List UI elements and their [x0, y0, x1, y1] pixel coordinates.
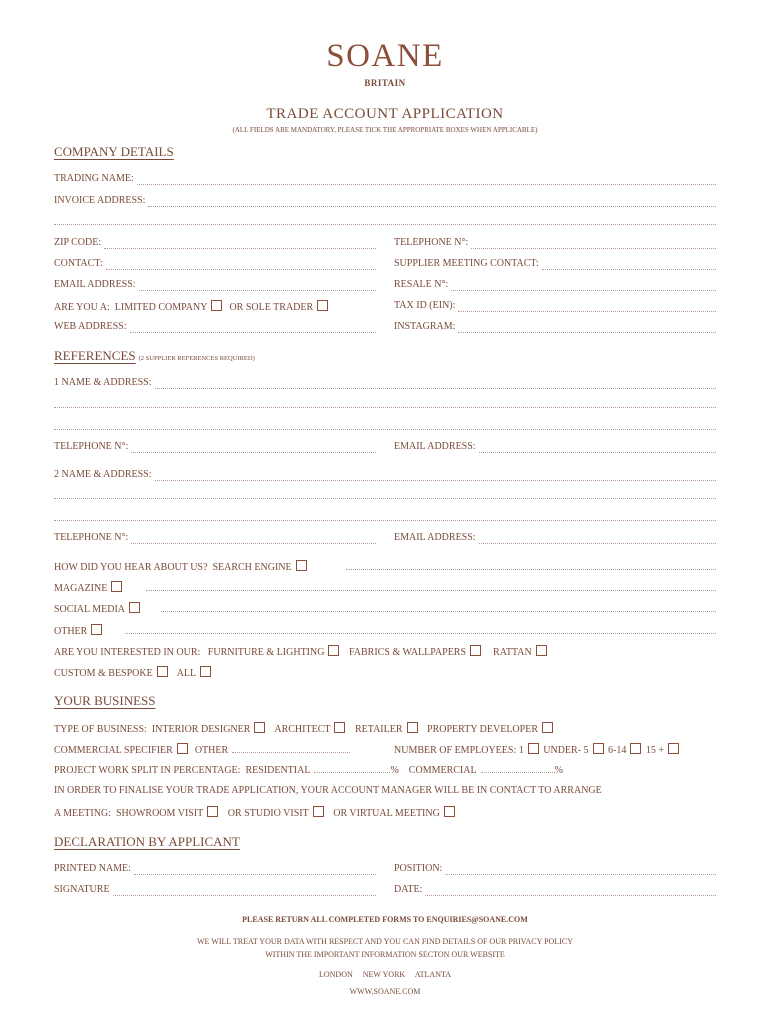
position-field[interactable]: [394, 863, 716, 875]
residential-percent-field[interactable]: [314, 764, 390, 773]
magazine-detail-line[interactable]: [146, 590, 716, 591]
reference-1-line-3[interactable]: [54, 429, 716, 430]
web-address-label: WEB ADDRESS:: [54, 321, 127, 332]
interest-row: [54, 645, 549, 658]
retailer-checkbox[interactable]: [407, 722, 418, 733]
studio-visit-label: OR STUDIO VISIT: [227, 808, 309, 819]
section-references: [54, 347, 255, 365]
trading-name-label: TRADING NAME:: [54, 173, 134, 184]
company-email-label: EMAIL ADDRESS:: [54, 279, 136, 290]
interior-designer-label: INTERIOR DESIGNER: [151, 724, 251, 735]
commercial-specifier-label: COMMERCIAL SPECIFIER: [54, 745, 173, 756]
reference-2-line-3[interactable]: [54, 520, 716, 521]
supplier-meeting-contact-field[interactable]: [394, 258, 716, 270]
employees-6-14-checkbox[interactable]: [630, 743, 641, 754]
virtual-meeting-checkbox[interactable]: [444, 806, 455, 817]
social-media-checkbox[interactable]: [129, 602, 140, 613]
reference-2-line-2[interactable]: [54, 498, 716, 499]
brand-subtitle: BRITAIN: [364, 78, 406, 88]
footer-privacy-line-1: WE WILL TREAT YOUR DATA WITH RESPECT AND YOU CAN FIND DETAILS OF OUR PRIVACY POLICY: [197, 937, 573, 946]
footer-website: WWW.SOANE.COM: [349, 987, 421, 996]
contact-label: CONTACT:: [54, 258, 103, 269]
search-engine-detail-line[interactable]: [346, 569, 716, 570]
resale-label: RESALE N°:: [394, 279, 449, 290]
commercial-specifier-row: [54, 743, 350, 756]
architect-checkbox[interactable]: [334, 722, 345, 733]
social-media-detail-line[interactable]: [161, 611, 716, 612]
employees-1-label: NUMBER OF EMPLOYEES: 1: [394, 745, 524, 756]
reference-1-name-field[interactable]: [54, 377, 716, 389]
reference-1-telephone-label: TELEPHONE N°:: [54, 441, 129, 452]
hear-other-checkbox[interactable]: [91, 624, 102, 635]
reference-1-telephone-field[interactable]: [54, 441, 376, 453]
magazine-label: MAGAZINE: [54, 583, 108, 594]
architect-label: ARCHITECT: [274, 724, 331, 735]
limited-company-label: LIMITED COMPANY: [114, 302, 208, 313]
rattan-label: RATTAN: [493, 647, 532, 658]
instagram-field[interactable]: [394, 321, 716, 333]
footer-cities: LONDON NEW YORK ATLANTA: [318, 970, 451, 979]
finalise-text: IN ORDER TO FINALISE YOUR TRADE APPLICATION, YOUR ACCOUNT MANAGER WILL BE IN CONTACT TO ARRANGE: [54, 785, 602, 796]
sole-trader-checkbox[interactable]: [317, 300, 328, 311]
web-address-field[interactable]: [54, 321, 376, 333]
footer-return-text: PLEASE RETURN ALL COMPLETED FORMS TO ENQUIRIES@SOANE.COM: [242, 915, 528, 924]
instagram-label: INSTAGRAM:: [394, 321, 456, 332]
showroom-visit-label: SHOWROOM VISIT: [115, 808, 204, 819]
magazine-checkbox[interactable]: [111, 581, 122, 592]
meeting-row: [54, 806, 457, 819]
reference-1-label: 1 NAME & ADDRESS:: [54, 377, 152, 388]
employees-under5-label: UNDER- 5: [543, 745, 589, 756]
commercial-percent-sign: %: [554, 765, 563, 776]
interest-all-label: ALL: [176, 668, 197, 679]
business-other-label: OTHER: [194, 745, 229, 756]
hear-question-label: HOW DID YOU HEAR ABOUT US?: [54, 562, 208, 573]
resale-number-field[interactable]: [394, 279, 716, 291]
reference-2-telephone-field[interactable]: [54, 532, 376, 544]
employees-1-checkbox[interactable]: [528, 743, 539, 754]
hear-other-row: [54, 624, 104, 637]
custom-bespoke-label: CUSTOM & BESPOKE: [54, 668, 153, 679]
company-telephone-label: TELEPHONE N°:: [394, 237, 469, 248]
sole-trader-label: OR SOLE TRADER: [229, 302, 314, 313]
interior-designer-checkbox[interactable]: [254, 722, 265, 733]
contact-field[interactable]: [54, 258, 376, 270]
position-label: POSITION:: [394, 863, 443, 874]
form-title: TRADE ACCOUNT APPLICATION: [266, 106, 504, 122]
reference-2-telephone-label: TELEPHONE N°:: [54, 532, 129, 543]
trading-name-field[interactable]: [54, 173, 716, 185]
business-type-label: TYPE OF BUSINESS:: [54, 724, 147, 735]
section-company-details: COMPANY DETAILS: [54, 144, 174, 159]
employees-15-plus-label: 15 +: [645, 745, 665, 756]
reference-1-email-field[interactable]: [394, 441, 716, 453]
studio-visit-checkbox[interactable]: [313, 806, 324, 817]
reference-2-email-label: EMAIL ADDRESS:: [394, 532, 476, 543]
furniture-lighting-label: FURNITURE & LIGHTING: [207, 647, 325, 658]
are-you-label: ARE YOU A:: [54, 302, 110, 313]
fabrics-wallpapers-checkbox[interactable]: [470, 645, 481, 656]
residential-label: RESIDENTIAL: [245, 765, 311, 776]
search-engine-checkbox[interactable]: [296, 560, 307, 571]
company-telephone-field[interactable]: [394, 237, 716, 249]
footer-privacy-line-2: WITHIN THE IMPORTANT INFORMATION SECTON OUR WEBSITE: [265, 950, 505, 959]
supplier-meeting-contact-label: SUPPLIER MEETING CONTACT:: [394, 258, 539, 269]
printed-name-label: PRINTED NAME:: [54, 863, 131, 874]
hear-social-row: [54, 602, 142, 615]
invoice-address-field[interactable]: [54, 195, 716, 207]
date-field[interactable]: [394, 884, 716, 896]
interest-row-2: [54, 666, 213, 679]
employees-6-14-label: 6-14: [608, 745, 627, 756]
social-media-label: SOCIAL MEDIA: [54, 604, 126, 615]
employees-row: [394, 743, 681, 756]
residential-percent-sign: %: [390, 765, 399, 776]
employees-15-plus-checkbox[interactable]: [668, 743, 679, 754]
zip-field[interactable]: [54, 237, 376, 249]
printed-name-field[interactable]: [54, 863, 376, 875]
reference-1-line-2[interactable]: [54, 407, 716, 408]
form-note: (ALL FIELDS ARE MANDATORY, PLEASE TICK THE APPROPRIATE BOXES WHEN APPLICABLE): [232, 126, 538, 134]
zip-label: ZIP CODE:: [54, 237, 102, 248]
interest-all-checkbox[interactable]: [200, 666, 211, 677]
rattan-checkbox[interactable]: [536, 645, 547, 656]
showroom-visit-checkbox[interactable]: [207, 806, 218, 817]
invoice-address-line-2[interactable]: [54, 224, 716, 225]
furniture-lighting-checkbox[interactable]: [328, 645, 339, 656]
date-label: DATE:: [394, 884, 423, 895]
brand-logo: SOANE: [326, 38, 444, 74]
section-your-business: YOUR BUSINESS: [54, 693, 156, 708]
business-other-line[interactable]: [232, 744, 350, 753]
reference-2-label: 2 NAME & ADDRESS:: [54, 469, 152, 480]
signature-field[interactable]: [54, 884, 376, 896]
hear-other-detail-line[interactable]: [125, 633, 716, 634]
meeting-label: A MEETING:: [54, 808, 111, 819]
reference-1-email-label: EMAIL ADDRESS:: [394, 441, 476, 452]
tax-id-label: TAX ID (EIN):: [394, 300, 456, 311]
business-type-row: [54, 722, 555, 735]
references-note: (2 SUPPLIER REFERENCES REQUIRED): [138, 355, 255, 362]
virtual-meeting-label: OR VIRTUAL MEETING: [333, 808, 440, 819]
custom-bespoke-checkbox[interactable]: [157, 666, 168, 677]
company-email-field[interactable]: [54, 279, 376, 291]
signature-label: SIGNATURE: [54, 884, 110, 895]
invoice-address-label: INVOICE ADDRESS:: [54, 195, 146, 206]
commercial-percent-field[interactable]: [481, 764, 555, 773]
hear-search-row: [54, 560, 309, 573]
hear-other-label: OTHER: [54, 626, 88, 637]
hear-magazine-row: [54, 581, 124, 594]
company-type-row: [54, 300, 330, 313]
interest-question-label: ARE YOU INTERESTED IN OUR:: [54, 647, 201, 658]
reference-2-email-field[interactable]: [394, 532, 716, 544]
tax-id-field[interactable]: [394, 300, 716, 312]
commercial-specifier-checkbox[interactable]: [177, 743, 188, 754]
employees-under5-checkbox[interactable]: [593, 743, 604, 754]
limited-company-checkbox[interactable]: [211, 300, 222, 311]
references-heading: REFERENCES: [54, 348, 136, 363]
retailer-label: RETAILER: [354, 724, 403, 735]
work-split-label: PROJECT WORK SPLIT IN PERCENTAGE:: [54, 765, 241, 776]
reference-2-name-field[interactable]: [54, 469, 716, 481]
section-declaration: DECLARATION BY APPLICANT: [54, 834, 240, 849]
commercial-label: COMMERCIAL: [408, 765, 477, 776]
fabrics-wallpapers-label: FABRICS & WALLPAPERS: [348, 647, 467, 658]
search-engine-label: SEARCH ENGINE: [212, 562, 292, 573]
work-split-row: [54, 764, 563, 776]
property-developer-checkbox[interactable]: [542, 722, 553, 733]
property-developer-label: PROPERTY DEVELOPER: [427, 724, 538, 735]
